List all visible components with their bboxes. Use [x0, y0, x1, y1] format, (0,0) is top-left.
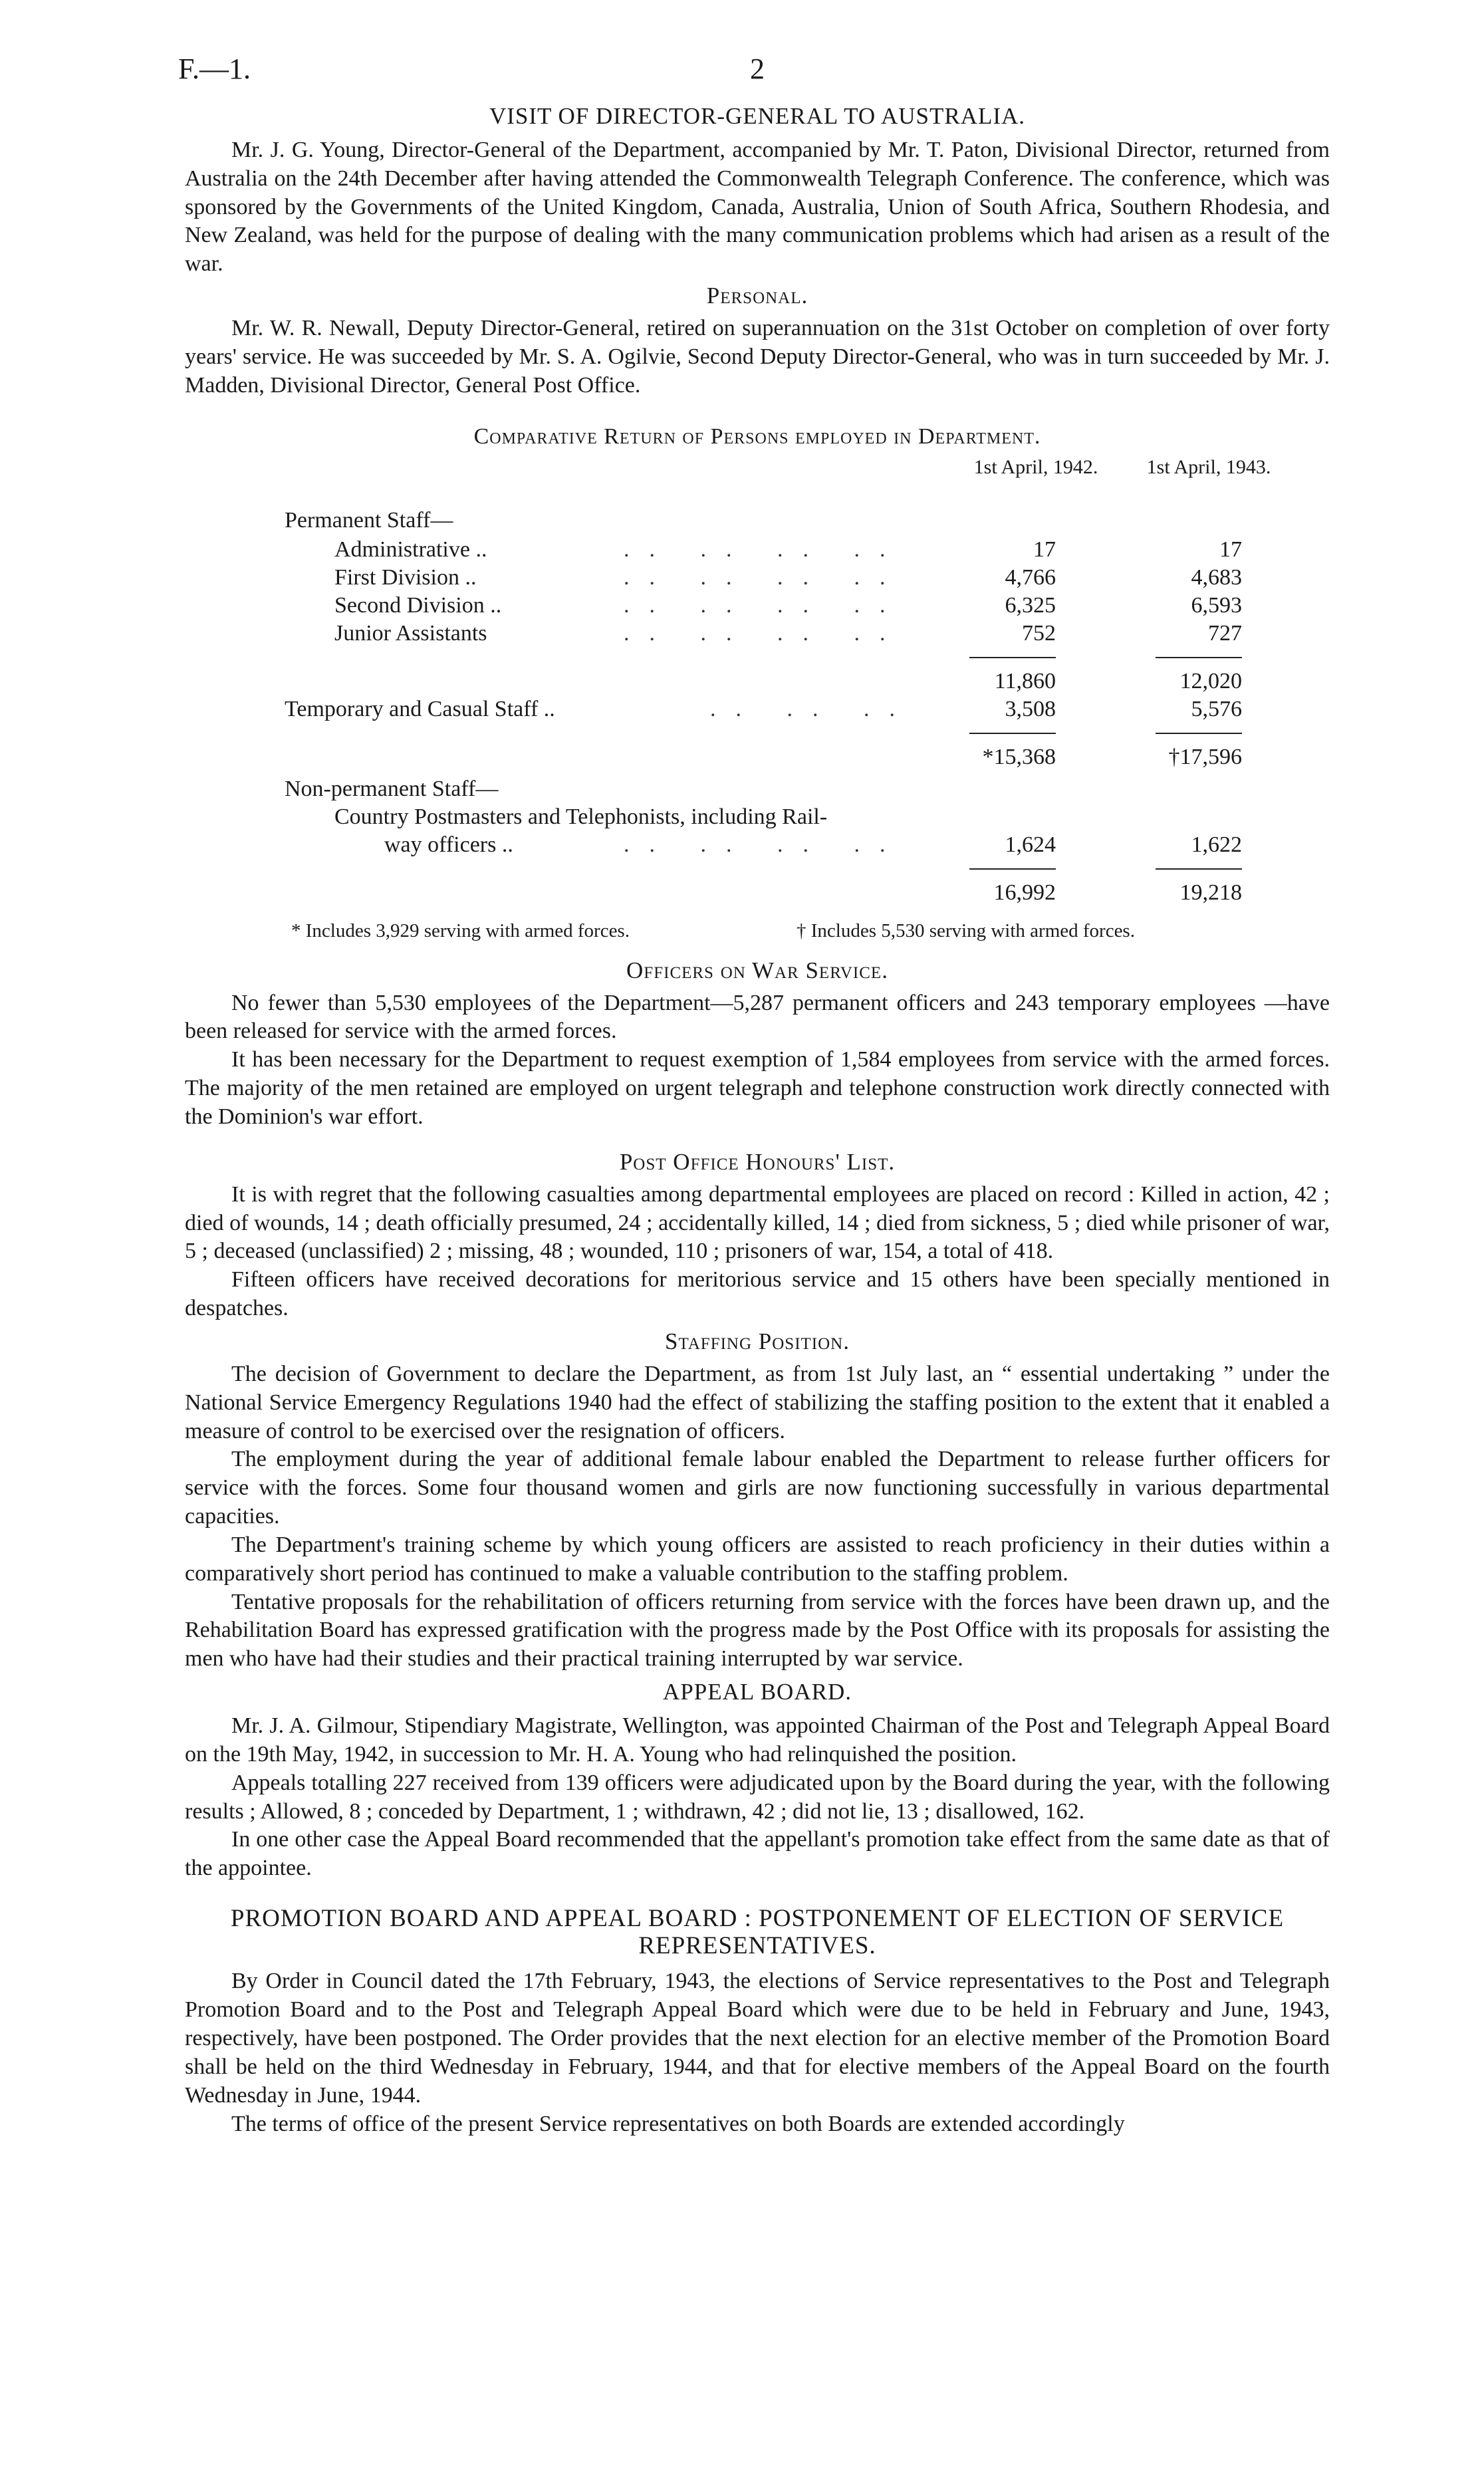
sum-rule [1156, 868, 1242, 870]
leader-dots: .. .. .. .. [624, 592, 906, 618]
row-label: First Division .. [334, 564, 477, 590]
row-label: Second Division .. [334, 592, 502, 618]
row-value-1943: 727 [1208, 620, 1242, 646]
honours-heading: Post Office Honours' List. [619, 1148, 896, 1175]
table-footnotes [185, 920, 1330, 947]
personal-heading: Personal. [706, 283, 808, 309]
footnote-dagger: † Includes 5,530 serving with armed forces. [797, 920, 1135, 941]
sum-rule [969, 733, 1056, 734]
sum-rule [969, 657, 1056, 658]
page-number: 2 [750, 53, 765, 85]
appeal-paragraph: Appeals totalling 227 received from 139 officers were adjudicated upon by the Board during the year, with the following results ; Allowed, 8 ; conceded by Department, 1 ; withdrawn, 42 ; did not lie, 13 ; disallowed, 162. [185, 1770, 1330, 1824]
temporary-value-1942: 3,508 [1005, 696, 1056, 721]
war-service-heading: Officers on War Service. [626, 957, 888, 983]
war-service-paragraph: No fewer than 5,530 employees of the Department—5,287 permanent officers and 243 temporary employees —have been released for service with the armed forces. [185, 990, 1330, 1044]
nonpermanent-staff-label: Non-permanent Staff— [285, 776, 499, 801]
promotion-paragraph: By Order in Council dated the 17th February, 1943, the elections of Service representatives to the Post and Telegraph Promotion Board and to the Post and Telegraph Appeal Board which were due to be held in February and June, 1943, respectively, have been postponed. The Order provides that the next election for an elective member of the Promotion Board shall be held on the third Wednesday in February, 1944, and that for elective members of the Appeal Board on the fourth Wednesday in June, 1944. [185, 1969, 1330, 2108]
leader-dots: .. .. .. .. [624, 564, 906, 590]
column-header-1943: 1st April, 1943. [1146, 455, 1271, 478]
personal-paragraph: Mr. W. R. Newall, Deputy Director-General, retired on superannuation on the 31st October on completion of over forty years' service. He was succeeded by Mr. S. A. Ogilvie, Second Deputy Director-General, who was in turn succeeded by Mr. J. Madden, Divisional Director, General Post Office. [185, 316, 1330, 398]
leader-dots: .. .. .. .. [624, 620, 906, 646]
staffing-paragraph: The employment during the year of additional female labour enabled the Department to release further officers for service with the forces. Some four thousand women and girls are now functioning successfully in various departmental capacities. [185, 1447, 1330, 1529]
subtotal2-1943: †17,596 [1168, 744, 1242, 769]
row-value-1943: 6,593 [1191, 592, 1242, 618]
sum-rule [1156, 733, 1242, 734]
subtotal-1942: 11,860 [994, 668, 1056, 693]
leader-dots: .. .. .. .. [624, 832, 906, 857]
leader-dots: .. .. .. [710, 696, 915, 721]
appeal-heading: APPEAL BOARD. [663, 1679, 852, 1705]
leader-dots: .. .. .. .. [624, 537, 906, 562]
promotion-heading: PROMOTION BOARD AND APPEAL BOARD : POSTPONEMENT OF ELECTION OF SERVICE REPRESENTATIVES. [230, 1904, 1285, 1959]
row-value-1943: 4,683 [1191, 564, 1242, 590]
staffing-heading: Staffing Position. [665, 1328, 850, 1354]
temporary-staff-label: Temporary and Casual Staff .. [285, 696, 555, 721]
row-value-1942: 4,766 [1005, 564, 1056, 590]
page-reference: F.—1. [178, 53, 251, 85]
war-service-paragraph: It has been necessary for the Department to request exemption of 1,584 employees from service with the armed forces. The majority of the men retained are employed on urgent telegraph and telephone construction work directly connected with the Dominion's war effort. [185, 1047, 1330, 1129]
table-caption: Comparative Return of Persons employed in Department. [473, 424, 1041, 449]
staffing-paragraph: The Department's training scheme by which young officers are assisted to reach proficiency in their duties within a comparatively short period has continued to make a valuable contribution to the staffing problem. [185, 1532, 1330, 1586]
permanent-staff-label: Permanent Staff— [285, 507, 453, 533]
subtotal2-1942: *15,368 [982, 744, 1056, 769]
visit-paragraph: Mr. J. G. Young, Director-General of the Department, accompanied by Mr. T. Paton, Divisional Director, returned from Australia on the 24th December after having attended the Commonwealth Telegraph Conference. The conference, which was sponsored by the Governments of the United Kingdom, Canada, Australia, Union of South Africa, Southern Rhodesia, and New Zealand, was held for the purpose of dealing with the many communication problems which had arisen as a result of the war. [185, 138, 1330, 277]
staffing-paragraph: The decision of Government to declare the Department, as from 1st July last, an “ essential undertaking ” under the National Service Emergency Regulations 1940 had the effect of stabilizing the staffing position to the extent that it enabled a measure of control to be exercised over the resignation of officers. [185, 1361, 1330, 1443]
visit-heading: VISIT OF DIRECTOR-GENERAL TO AUSTRALIA. [489, 103, 1026, 129]
document-body [185, 103, 1330, 2138]
staff-table [185, 410, 1330, 915]
country-label-line1: Country Postmasters and Telephonists, including Rail- [334, 804, 828, 829]
subtotal-1943: 12,020 [1179, 668, 1242, 693]
temporary-value-1943: 5,576 [1191, 696, 1242, 721]
row-label: Administrative .. [334, 537, 487, 562]
total-1942: 16,992 [993, 880, 1056, 905]
row-value-1943: 17 [1219, 537, 1242, 562]
footnote-asterisk: * Includes 3,929 serving with armed forces. [291, 920, 630, 941]
honours-paragraph: It is with regret that the following casualties among departmental employees are placed on record : Killed in action, 42 ; died of wounds, 14 ; death officially presumed, 24 ; accidentally killed, 14 ; died from sickness, 5 ; died while prisoner of war, 5 ; deceased (unclassified) 2 ; missing, 48 ; wounded, 110 ; prisoners of war, 154, a total of 418. [185, 1181, 1330, 1264]
total-1943: 19,218 [1179, 880, 1242, 905]
staffing-paragraph: Tentative proposals for the rehabilitation of officers returning from service with the forces have been drawn up, and the Rehabilitation Board has expressed gratification with the progress made by the Post Office with its proposals for assisting the men who have had their studies and their practical training interrupted by war service. [185, 1589, 1330, 1671]
promotion-paragraph: The terms of office of the present Service representatives on both Boards are extended accordingly [231, 2111, 1125, 2136]
row-value-1942: 752 [1022, 620, 1056, 646]
row-label: Junior Assistants [334, 620, 487, 646]
sum-rule [969, 868, 1056, 870]
country-value-1943: 1,622 [1191, 832, 1242, 857]
country-label-line2: way officers .. [384, 832, 513, 857]
column-header-1942: 1st April, 1942. [973, 455, 1098, 478]
sum-rule [1156, 657, 1242, 658]
country-value-1942: 1,624 [1005, 832, 1056, 857]
row-value-1942: 6,325 [1005, 592, 1056, 618]
row-value-1942: 17 [1033, 537, 1056, 562]
appeal-paragraph: Mr. J. A. Gilmour, Stipendiary Magistrate, Wellington, was appointed Chairman of the Post and Telegraph Appeal Board on the 19th May, 1942, in succession to Mr. H. A. Young who had relinquished the position. [185, 1713, 1330, 1767]
appeal-paragraph: In one other case the Appeal Board recommended that the appellant's promotion take effect from the same date as that of the appointee. [185, 1827, 1330, 1881]
honours-paragraph: Fifteen officers have received decorations for meritorious service and 15 others have been specially mentioned in despatches. [185, 1267, 1330, 1321]
